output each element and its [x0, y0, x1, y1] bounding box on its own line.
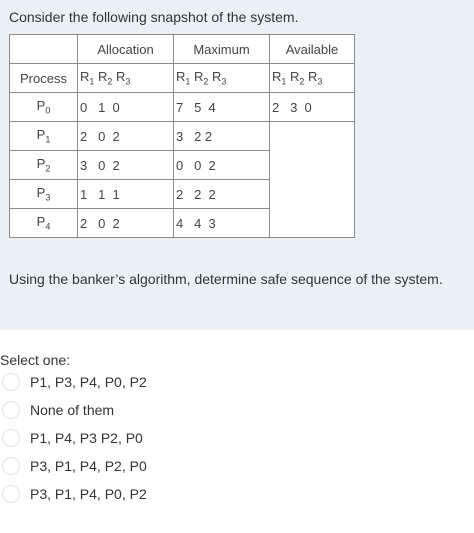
snapshot-table [9, 34, 355, 238]
maximum-cell: 2 2 2 [174, 180, 270, 209]
available-resources: $R_1$ $R_2$ $R_3$ [270, 64, 355, 93]
table-row [10, 122, 355, 151]
header-allocation: Allocation [78, 35, 174, 64]
allocation-cell: 0 1 0 [78, 93, 174, 122]
process-label: $P_3$ [10, 180, 78, 209]
allocation-cell: 1 1 1 [78, 180, 174, 209]
radio-button[interactable] [2, 429, 20, 447]
question-text: Using the banker’s algorithm, determine safe sequence of the system. [9, 271, 443, 287]
radio-button[interactable] [2, 373, 20, 391]
maximum-cell: 7 5 4 [174, 93, 270, 122]
allocation-cell: 3 0 2 [78, 151, 174, 180]
option-label: None of them [30, 402, 115, 418]
available-cell: 2 3 0 [270, 93, 355, 122]
maximum-cell: 0 0 2 [174, 151, 270, 180]
question-intro: Consider the following snapshot of the system. [9, 9, 299, 25]
option-label: P1, P3, P4, P0, P2 [30, 374, 147, 390]
radio-button[interactable] [2, 485, 20, 503]
allocation-cell: 2 0 2 [78, 209, 174, 238]
option-label: P1, P4, P3 P2, P0 [30, 430, 143, 446]
maximum-cell: 3 2 2 [174, 122, 270, 151]
process-label: $P_4$ [10, 209, 78, 238]
answer-option-e[interactable] [0, 483, 147, 505]
header-empty [10, 35, 78, 64]
radio-button[interactable] [2, 401, 20, 419]
table-subheader-row [10, 64, 355, 93]
allocation-cell: 2 0 2 [78, 122, 174, 151]
option-label: P3, P1, P4, P0, P2 [30, 486, 147, 502]
allocation-resources: $R_1$ $R_2$ $R_3$ [78, 64, 174, 93]
answer-option-d[interactable] [0, 455, 147, 477]
select-one-label: Select one: [0, 352, 71, 368]
header-available: Available [270, 35, 355, 64]
header-process: Process [10, 64, 78, 93]
process-label: $P_0$ [10, 93, 78, 122]
available-empty-cell [270, 122, 355, 238]
process-label: $P_1$ [10, 122, 78, 151]
option-label: P3, P1, P4, P2, P0 [30, 458, 147, 474]
process-label: $P_2$ [10, 151, 78, 180]
table-row [10, 93, 355, 122]
maximum-resources: $R_1$ $R_2$ $R_3$ [174, 64, 270, 93]
answer-option-a[interactable] [0, 371, 147, 393]
header-maximum: Maximum [174, 35, 270, 64]
table-header-row [10, 35, 355, 64]
answer-option-c[interactable] [0, 427, 143, 449]
maximum-cell: 4 4 3 [174, 209, 270, 238]
answer-option-b[interactable] [0, 399, 114, 421]
radio-button[interactable] [2, 457, 20, 475]
